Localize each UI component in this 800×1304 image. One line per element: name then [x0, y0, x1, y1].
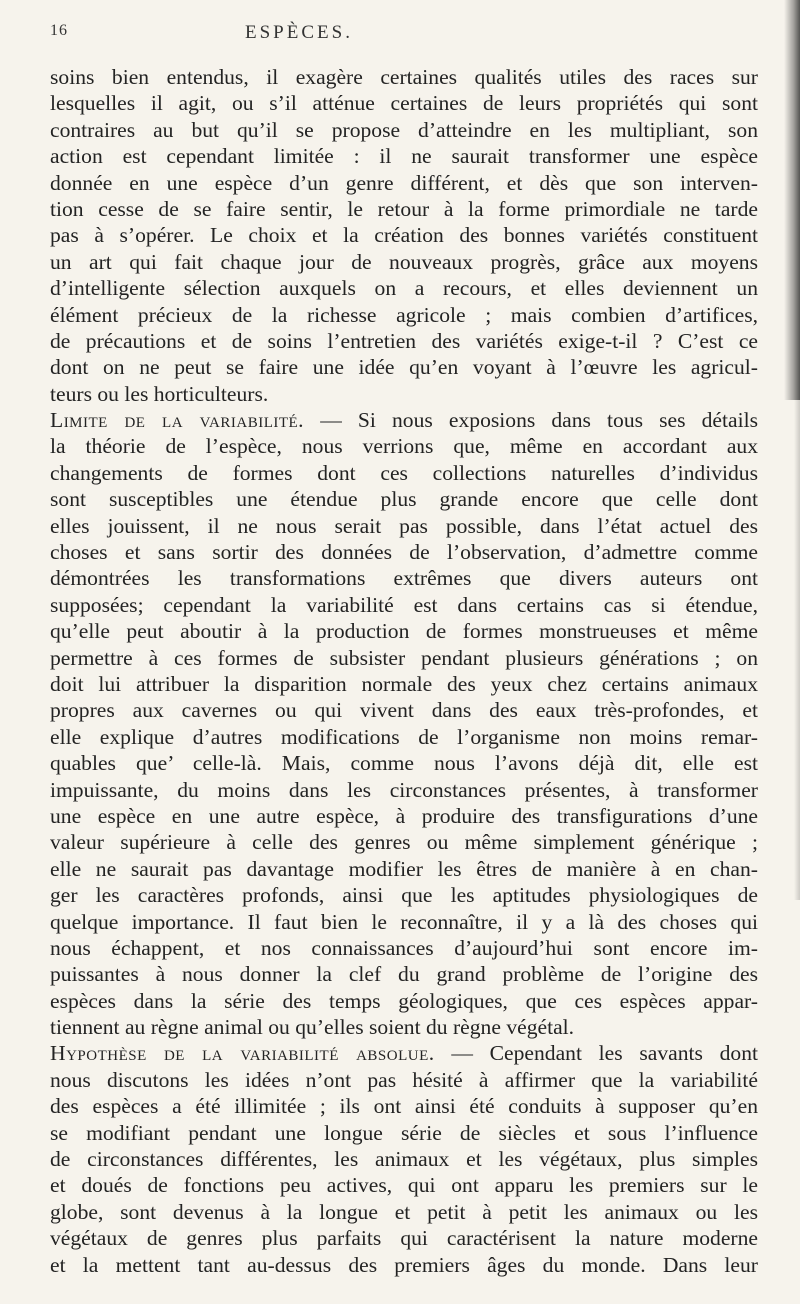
page-edge-shadow: [784, 0, 800, 400]
text-line: sont susceptibles une étendue plus grande encore que celle dont: [50, 487, 758, 512]
text-line: pas à s’opérer. Le choix et la création des bonnes variétés constituent: [50, 223, 758, 248]
text-line: une espèce en une autre espèce, à produire des transfigurations d’une: [50, 803, 758, 828]
text-line: globe, sont devenus à la longue et petit à petit les animaux ou les: [50, 1199, 758, 1224]
text-line: la théorie de l’espèce, nous verrions que, même en accordant aux: [50, 434, 758, 459]
text-line: donnée en une espèce d’un genre différent, et dès que son interven-: [50, 170, 758, 195]
text-line: dont on ne peut se faire une idée qu’en voyant à l’œuvre les agricul-: [50, 355, 758, 380]
text-line: elle explique d’autres modifications de l’organisme non moins remar-: [50, 724, 758, 749]
text-line: élément précieux de la richesse agricole ; mais combien d’artifices,: [50, 302, 758, 327]
page-header: [50, 22, 744, 46]
text-line: supposées; cependant la variabilité est dans certains cas si étendue,: [50, 592, 758, 617]
text-line: propres aux cavernes ou qui vivent dans des eaux très-profondes, et: [50, 698, 758, 723]
section-limite-first-line: [50, 407, 758, 433]
text-line: nous discutons les idées n’ont pas hésité à affirmer que la variabilité: [50, 1067, 758, 1092]
text-line: elle ne saurait pas davantage modifier les êtres de manière à en chan-: [50, 856, 758, 881]
section-limite-first-line-text: — Si nous exposions dans tous ses détails: [304, 408, 758, 433]
text-line: tion cesse de se faire sentir, le retour à la forme primordiale ne tarde: [50, 196, 758, 221]
section-limite-heading: Limite de la variabilité.: [50, 408, 305, 433]
section-hypothese-heading: Hypothèse de la variabilité absolue.: [50, 1041, 435, 1066]
text-line: et doués de fonctions peu actives, qui ont apparu les premiers sur le: [50, 1173, 758, 1198]
text-line: permettre à ces formes de subsister pendant plusieurs générations ; on: [50, 645, 758, 670]
text-line: quables que’ celle-là. Mais, comme nous l’avons déjà dit, elle est: [50, 751, 758, 776]
text-line: ger les caractères profonds, ainsi que les aptitudes physiologiques de: [50, 883, 758, 908]
text-line: se modifiant pendant une longue série de siècles et sous l’influence: [50, 1120, 758, 1145]
text-line: qu’elle peut aboutir à la production de formes monstrueuses et même: [50, 619, 758, 644]
text-line: impuissante, du moins dans les circonstances présentes, à transformer: [50, 777, 758, 802]
text-line: puissantes à nous donner la clef du grand problème de l’origine des: [50, 962, 758, 987]
text-line: végétaux de genres plus parfaits qui caractérisent la nature moderne: [50, 1226, 758, 1251]
section-hypothese-first-line: [50, 1040, 758, 1066]
text-line: et la mettent tant au-dessus des premiers âges du monde. Dans leur: [50, 1252, 758, 1277]
page-edge-shadow-lower: [794, 400, 800, 900]
text-line: soins bien entendus, il exagère certaines qualités utiles des races sur: [50, 65, 758, 89]
text-line: contraires au but qu’il se propose d’atteindre en les multipliant, son: [50, 117, 758, 142]
text-line: valeur supérieure à celle des genres ou même simplement générique ;: [50, 830, 758, 855]
text-line: changements de formes dont ces collections naturelles d’individus: [50, 460, 758, 485]
text-line: nous échappent, et nos connaissances d’aujourd’hui sont encore im-: [50, 935, 758, 960]
text-line: un art qui fait chaque jour de nouveaux progrès, grâce aux moyens: [50, 249, 758, 274]
text-line: démontrées les transformations extrêmes que divers auteurs ont: [50, 566, 758, 591]
text-line: action est cependant limitée : il ne saurait transformer une espèce: [50, 144, 758, 169]
section-hypothese-first-line-text: — Cependant les savants dont: [434, 1041, 758, 1066]
text-line: lesquelles il agit, ou s’il atténue certaines de leurs propriétés qui sont: [50, 91, 758, 116]
page-number: 16: [50, 22, 68, 39]
text-line: d’intelligente sélection auxquels on a recours, et elles deviennent un: [50, 276, 758, 301]
text-line: doit lui attribuer la disparition normale des yeux chez certains animaux: [50, 671, 758, 696]
text-line: quelque importance. Il faut bien le reconnaître, il y a là des choses qui: [50, 909, 758, 934]
text-line: elles jouissent, il ne nous serait pas possible, dans l’état actuel des: [50, 513, 758, 538]
text-line: choses et sans sortir des données de l’observation, d’admettre comme: [50, 540, 758, 565]
text-line: espèces dans la série des temps géologiques, que ces espèces appar-: [50, 988, 758, 1013]
text-line: des espèces a été illimitée ; ils ont ainsi été conduits à supposer qu’en: [50, 1094, 758, 1119]
text-line: de circonstances différentes, les animaux et les végétaux, plus simples: [50, 1147, 758, 1172]
text-line: tiennent au règne animal ou qu’elles soient du règne végétal.: [50, 1015, 575, 1040]
text-line: de précautions et de soins l’entretien des variétés exige-t-il ? C’est ce: [50, 328, 758, 353]
body-text: [50, 64, 758, 1278]
running-head: ESPÈCES.: [245, 22, 353, 43]
text-line: teurs ou les horticulteurs.: [50, 381, 269, 406]
